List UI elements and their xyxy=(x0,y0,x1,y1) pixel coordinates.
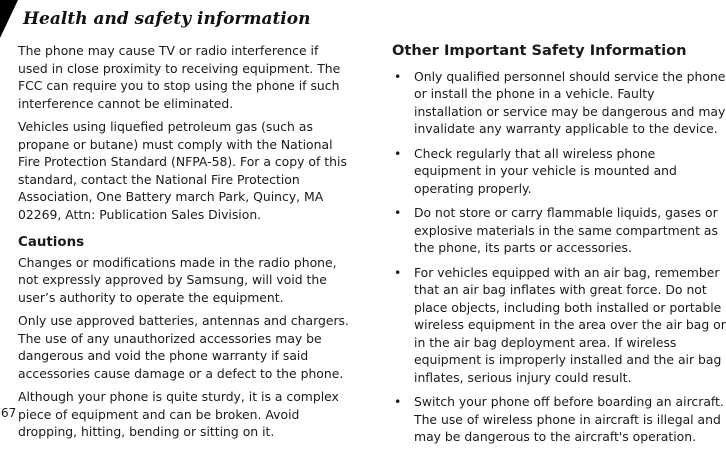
header-accent-bar xyxy=(0,0,18,38)
cautions-paragraph: Changes or modifications made in the radio phone, not expressly approved by Samsung, will void the user’s authority to operate the equipment. xyxy=(18,254,337,305)
list-item-text: Only qualified personnel should service the phone or install the phone in a vehicle. Faulty installation or service may be dangerous and may invalidate any warranty applicable to the device. xyxy=(414,68,726,136)
list-item-text: For vehicles equipped with an air bag, remember that an air bag inflates with great force. Do not place objects, including both installed or portable wireless equipment in the area over the air bag or in the air bag deployment area. If wireless equipment is improperly installed and the air bag inflates, serious injury could result. xyxy=(414,264,726,385)
list-item xyxy=(392,68,726,138)
bullet-icon: • xyxy=(394,205,402,220)
safety-list xyxy=(392,68,726,446)
cautions-paragraph: Only use approved batteries, antennas and chargers. The use of any unauthorized accessories may be dangerous and void the phone warranty if said accessories cause damage or a defect to the phone. xyxy=(18,313,349,381)
left-column xyxy=(18,42,352,447)
page-number: 67 xyxy=(1,406,17,420)
list-item-text: Do not store or carry flammable liquids, gases or explosive materials in the same compartment as the phone, its parts or accessories. xyxy=(414,205,718,255)
list-item xyxy=(392,264,726,387)
right-column xyxy=(392,42,726,453)
cautions-paragraph: Although your phone is quite sturdy, it is a complex piece of equipment and can be broken. Avoid dropping, hitting, bending or sitting on it. xyxy=(18,389,339,439)
list-item xyxy=(392,393,726,446)
intro-paragraph: The phone may cause TV or radio interference if used in close proximity to receiving equipment. The FCC can require you to stop using the phone if such interference cannot be eliminated. xyxy=(18,43,341,111)
list-item-text: Switch your phone off before boarding an aircraft. The use of wireless phone in aircraft is illegal and may be dangerous to the aircraft's operation. xyxy=(414,394,724,444)
bullet-icon: • xyxy=(394,264,402,280)
list-item xyxy=(392,145,726,198)
cautions-heading: Cautions xyxy=(18,235,85,250)
bullet-icon: • xyxy=(394,145,402,161)
list-item xyxy=(392,204,726,257)
page-header-title: Health and safety information xyxy=(23,9,311,29)
section-heading: Other Important Safety Information xyxy=(392,42,687,59)
list-item-text: Check regularly that all wireless phone equipment in your vehicle is mounted and operating properly. xyxy=(414,145,677,196)
intro-paragraph: Vehicles using liquefied petroleum gas (such as propane or butane) must comply with the National Fire Protection Standard (NFPA-58). For a copy of this standard, contact the National Fire Protection Association, One Battery march Park, Quincy, MA 02269, Attn: Publication Sales Division. xyxy=(18,119,347,222)
bullet-icon: • xyxy=(394,68,402,84)
bullet-icon: • xyxy=(394,394,402,409)
